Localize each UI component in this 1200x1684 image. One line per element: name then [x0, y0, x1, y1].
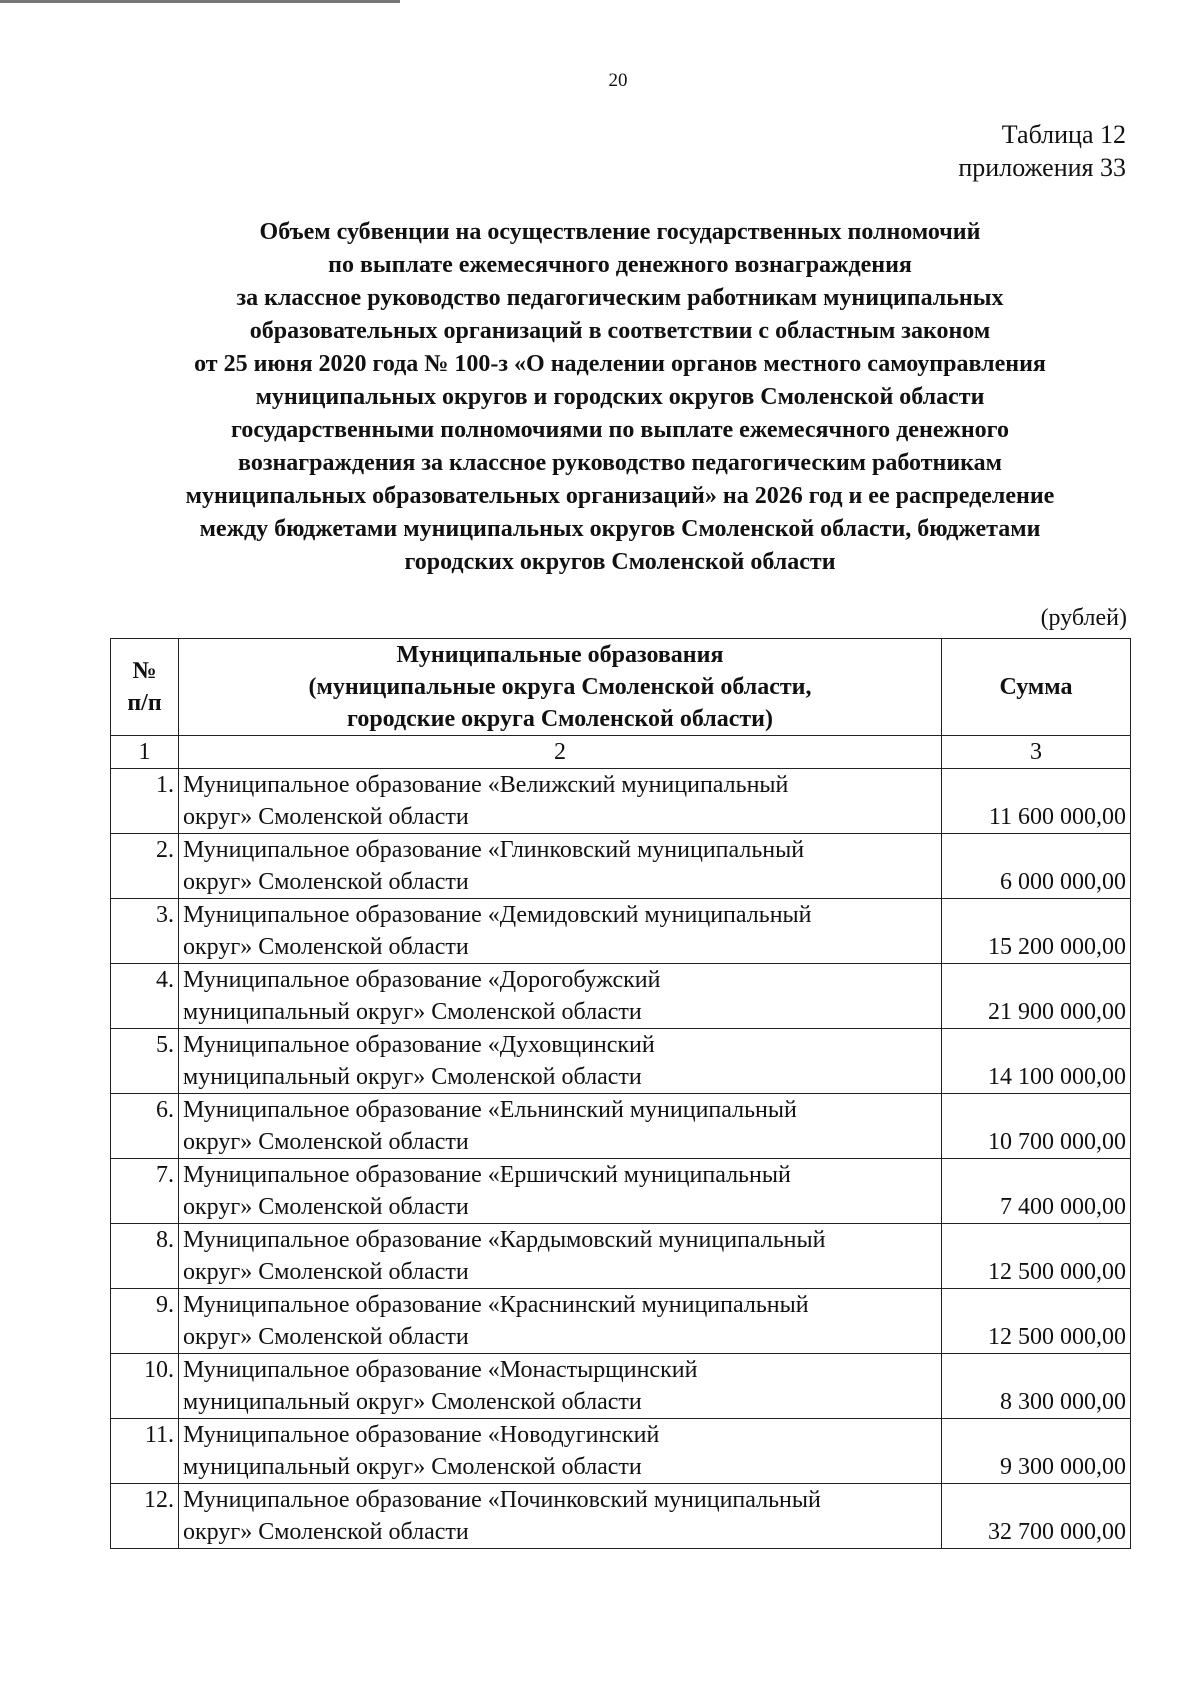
municipality-name-line: округ» Смоленской области — [183, 1129, 469, 1155]
municipality-name-line: округ» Смоленской области — [183, 869, 469, 895]
document-title — [110, 216, 1130, 579]
appendix-label: приложения 33 — [958, 153, 1126, 182]
table-row — [111, 1029, 1131, 1094]
amount-value: 10 700 000,00 — [942, 1094, 1131, 1159]
municipality-name-line: округ» Смоленской области — [183, 1259, 469, 1285]
municipality-name-line: Муниципальное образование «Велижский муниципальный — [183, 772, 789, 798]
row-number: 2. — [111, 834, 179, 899]
table-row — [111, 1419, 1131, 1484]
municipality-name-line: муниципальный округ» Смоленской области — [183, 1454, 642, 1480]
table-row — [111, 1159, 1131, 1224]
row-number: 6. — [111, 1094, 179, 1159]
row-number: 5. — [111, 1029, 179, 1094]
amount-value: 14 100 000,00 — [942, 1029, 1131, 1094]
amount-value: 12 500 000,00 — [942, 1289, 1131, 1354]
row-number: 11. — [111, 1419, 179, 1484]
header-num — [111, 639, 179, 736]
header-num-label: п/п — [127, 690, 162, 716]
municipality-name — [179, 964, 942, 1029]
header-name-line: Муниципальные образования — [396, 642, 724, 668]
table-header-row — [111, 639, 1131, 736]
municipality-name-line: округ» Смоленской области — [183, 1324, 469, 1350]
table-label: Таблица 12 — [1001, 120, 1126, 149]
title-line: за классное руководство педагогическим работникам муниципальных — [236, 285, 1004, 311]
municipality-name-line: Муниципальное образование «Духовщинский — [183, 1032, 655, 1058]
title-line: между бюджетами муниципальных округов Смоленской области, бюджетами — [199, 516, 1041, 542]
municipality-name — [179, 1029, 942, 1094]
municipality-name-line: муниципальный округ» Смоленской области — [183, 1064, 642, 1090]
municipality-name — [179, 834, 942, 899]
amount-value: 9 300 000,00 — [942, 1419, 1131, 1484]
row-number: 9. — [111, 1289, 179, 1354]
units-label: (рублей) — [1040, 605, 1127, 631]
row-number: 1. — [111, 769, 179, 834]
municipality-name — [179, 1484, 942, 1549]
municipality-name — [179, 1289, 942, 1354]
municipality-name-line: Муниципальное образование «Кардымовский муниципальный — [183, 1227, 826, 1253]
header-name — [179, 639, 942, 736]
municipality-name-line: муниципальный округ» Смоленской области — [183, 1389, 642, 1415]
scan-edge-line — [0, 0, 400, 3]
amount-value: 7 400 000,00 — [942, 1159, 1131, 1224]
title-line: Объем субвенции на осуществление государственных полномочий — [259, 219, 981, 245]
municipality-name-line: округ» Смоленской области — [183, 934, 469, 960]
municipality-name — [179, 899, 942, 964]
column-number-row — [111, 736, 1131, 769]
row-number: 12. — [111, 1484, 179, 1549]
row-number: 8. — [111, 1224, 179, 1289]
municipality-name — [179, 769, 942, 834]
municipality-name — [179, 1224, 942, 1289]
municipality-name-line: округ» Смоленской области — [183, 804, 469, 830]
row-number: 10. — [111, 1354, 179, 1419]
header-name-line: городские округа Смоленской области) — [347, 706, 773, 732]
title-line: вознаграждения за классное руководство педагогическим работникам — [238, 450, 1002, 476]
table-row — [111, 899, 1131, 964]
title-line: государственными полномочиями по выплате ежемесячного денежного — [231, 417, 1009, 443]
municipality-name — [179, 1159, 942, 1224]
amount-value: 15 200 000,00 — [942, 899, 1131, 964]
table-row — [111, 1484, 1131, 1549]
table-row — [111, 1094, 1131, 1159]
municipality-name-line: Муниципальное образование «Глинковский муниципальный — [183, 837, 805, 863]
row-number: 4. — [111, 964, 179, 1029]
municipality-name-line: Муниципальное образование «Дорогобужский — [183, 967, 661, 993]
title-line: городских округов Смоленской области — [404, 549, 836, 575]
amount-value: 6 000 000,00 — [942, 834, 1131, 899]
title-line: муниципальных округов и городских округов Смоленской области — [255, 384, 985, 410]
municipality-name-line: Муниципальное образование «Монастырщинский — [183, 1357, 698, 1383]
table-row — [111, 1224, 1131, 1289]
municipality-name — [179, 1354, 942, 1419]
title-line: от 25 июня 2020 года № 100-з «О наделении органов местного самоуправления — [194, 351, 1046, 377]
header-name-line: (муниципальные округа Смоленской области, — [308, 674, 812, 700]
municipality-name-line: муниципальный округ» Смоленской области — [183, 999, 642, 1025]
page-number: 20 — [608, 70, 628, 91]
row-number: 3. — [111, 899, 179, 964]
amount-value: 8 300 000,00 — [942, 1354, 1131, 1419]
header-sum: Сумма — [942, 639, 1131, 736]
title-line: муниципальных образовательных организаций» на 2026 год и ее распределение — [185, 483, 1055, 509]
municipality-name-line: Муниципальное образование «Новодугинский — [183, 1422, 660, 1448]
municipality-name — [179, 1419, 942, 1484]
municipality-name-line: Муниципальное образование «Ельнинский муниципальный — [183, 1097, 797, 1123]
table-row — [111, 769, 1131, 834]
title-line: по выплате ежемесячного денежного вознаграждения — [328, 252, 912, 278]
column-number: 2 — [179, 736, 942, 769]
municipality-name-line: Муниципальное образование «Демидовский муниципальный — [183, 902, 812, 928]
subvention-table — [110, 638, 1131, 1549]
table-row — [111, 1354, 1131, 1419]
table-row — [111, 1289, 1131, 1354]
municipality-name-line: округ» Смоленской области — [183, 1519, 469, 1545]
amount-value: 12 500 000,00 — [942, 1224, 1131, 1289]
municipality-name-line: округ» Смоленской области — [183, 1194, 469, 1220]
table-reference — [958, 118, 1126, 184]
amount-value: 11 600 000,00 — [942, 769, 1131, 834]
column-number: 3 — [942, 736, 1131, 769]
municipality-name — [179, 1094, 942, 1159]
row-number: 7. — [111, 1159, 179, 1224]
table-row — [111, 964, 1131, 1029]
municipality-name-line: Муниципальное образование «Починковский муниципальный — [183, 1487, 821, 1513]
table-row — [111, 834, 1131, 899]
municipality-name-line: Муниципальное образование «Ершичский муниципальный — [183, 1162, 791, 1188]
municipality-name-line: Муниципальное образование «Краснинский муниципальный — [183, 1292, 809, 1318]
amount-value: 21 900 000,00 — [942, 964, 1131, 1029]
title-line: образовательных организаций в соответствии с областным законом — [249, 318, 991, 344]
amount-value: 32 700 000,00 — [942, 1484, 1131, 1549]
header-num-symbol: № — [132, 658, 157, 684]
column-number: 1 — [111, 736, 179, 769]
